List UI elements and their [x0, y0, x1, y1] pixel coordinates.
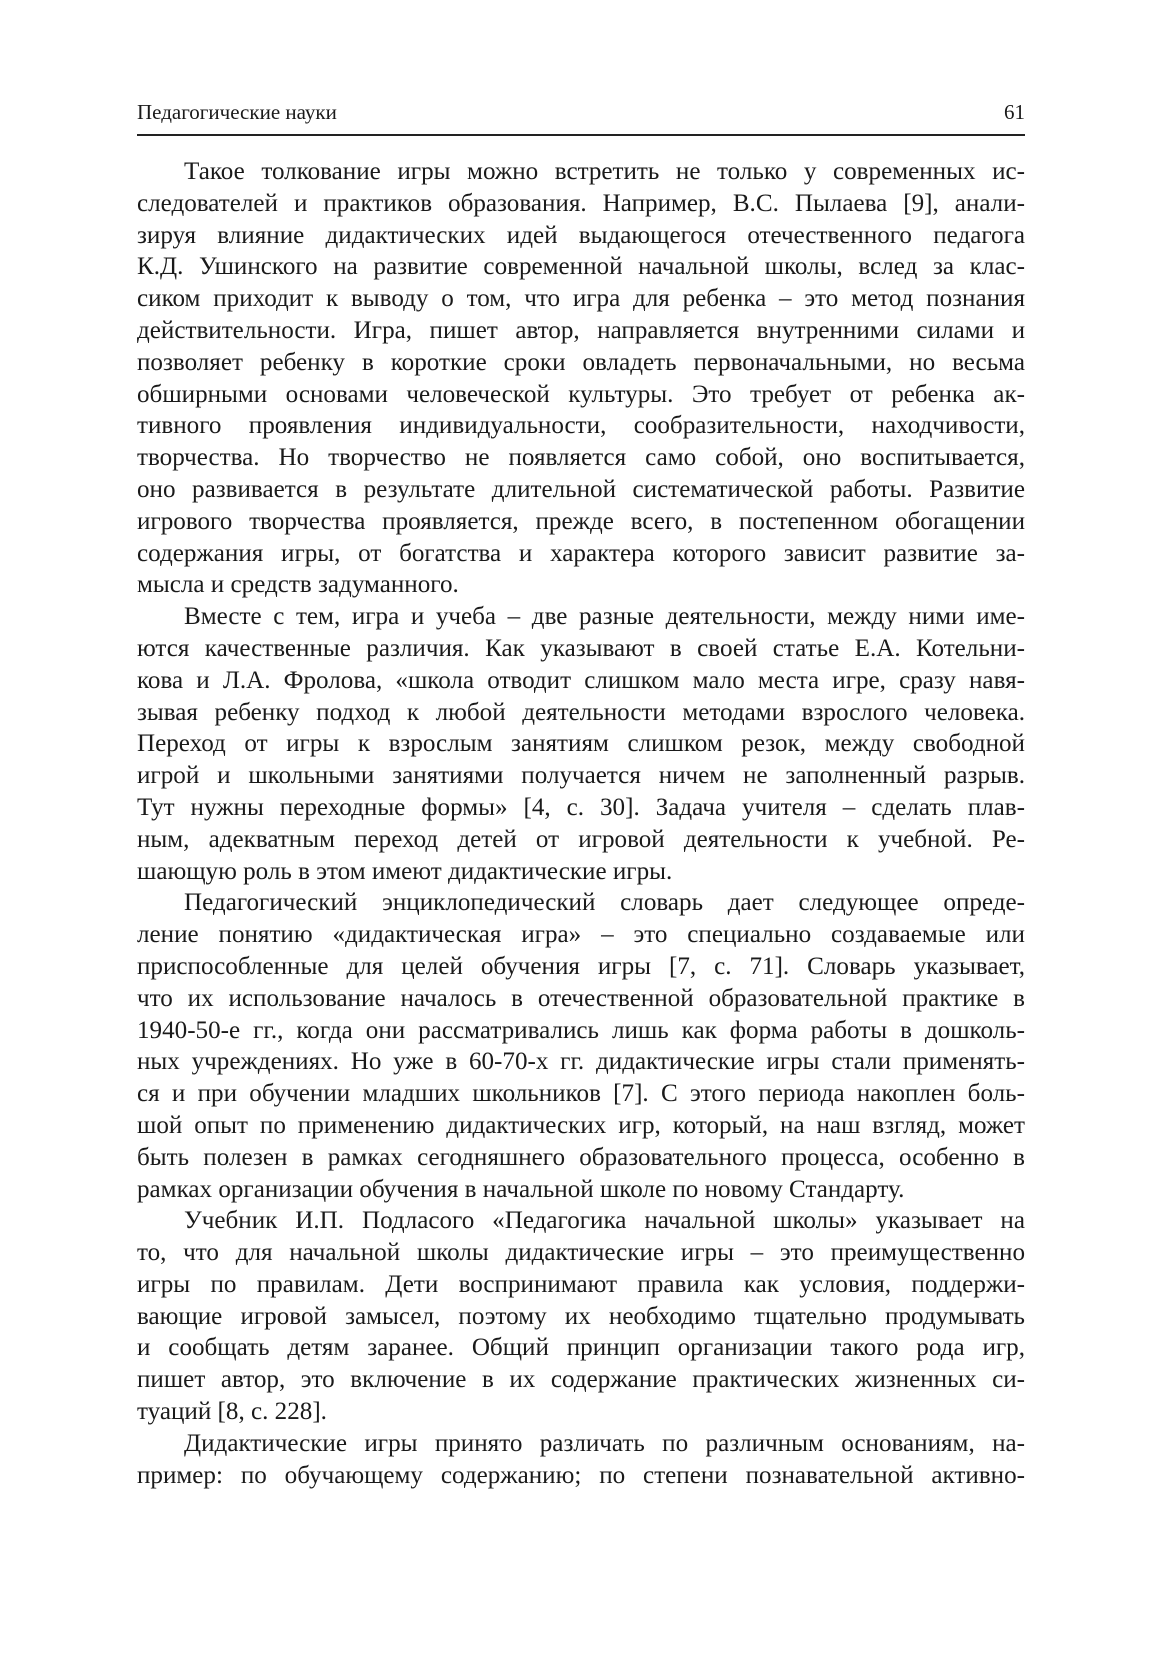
text-line: вающие игровой замысел, поэтому их необходимо тщательно продумывать [137, 1302, 1025, 1330]
text-line: ются качественные различия. Как указывают в своей статье Е.А. Котельни- [137, 634, 1025, 662]
text-line: оно развивается в результате длительной систематической работы. Развитие [137, 475, 1025, 503]
text-line: игрой и школьными занятиями получается ничем не заполненный разрыв. [137, 762, 1025, 790]
text-line: Учебник И.П. Подласого «Педагогика начальной школы» указывает на [184, 1207, 1025, 1235]
running-header [137, 100, 1025, 136]
text-line: пишет автор, это включение в их содержание практических жизненных си- [137, 1366, 1025, 1394]
text-line: игрового творчества проявляется, прежде всего, в постепенном обогащении [137, 507, 1025, 535]
text-line: кова и Л.А. Фролова, «школа отводит слишком мало места игре, сразу навя- [137, 666, 1025, 694]
text-line: содержания игры, от богатства и характера которого зависит развитие за- [137, 539, 1025, 567]
text-line: Педагогический энциклопедический словарь дает следующее опреде- [184, 889, 1025, 917]
text-line: мысла и средств задуманного. [137, 571, 459, 599]
text-line: Переход от игры к взрослым занятиям слишком резок, между свободной [137, 730, 1025, 758]
page-number: 61 [1004, 100, 1025, 124]
text-line: ных учреждениях. Но уже в 60-70-х гг. дидактические игры стали применять- [137, 1048, 1025, 1076]
text-line: что их использование началось в отечественной образовательной практике в [137, 984, 1025, 1012]
text-line: Такое толкование игры можно встретить не только у современных ис- [184, 158, 1025, 185]
text-line: Дидактические игры принято различать по различным основаниям, на- [184, 1429, 1025, 1457]
paragraph [137, 601, 1025, 887]
text-line: шающую роль в этом имеют дидактические игры. [137, 857, 673, 885]
text-line: игры по правилам. Дети воспринимают правила как условия, поддержи- [137, 1270, 1025, 1298]
text-line: позволяет ребенку в короткие сроки овладеть первоначальными, но весьма [137, 348, 1025, 376]
text-line: обширными основами человеческой культуры. Это требует от ребенка ак- [137, 380, 1025, 408]
text-line: зывая ребенку подход к любой деятельности методами взрослого человека. [137, 698, 1025, 726]
text-line: тивного проявления индивидуальности, сообразительности, находчивости, [137, 412, 1025, 440]
text-line: творчества. Но творчество не появляется само собой, оно воспитывается, [137, 444, 1025, 472]
article-body [137, 156, 1025, 1491]
text-line: то, что для начальной школы дидактические игры – это преимущественно [137, 1239, 1025, 1267]
paragraph [137, 1205, 1025, 1428]
text-line: туаций [8, с. 228]. [137, 1398, 327, 1426]
text-line: и сообщать детям заранее. Общий принцип организации такого рода игр, [137, 1334, 1025, 1362]
text-line: ление понятию «дидактическая игра» – это специально создаваемые или [137, 921, 1025, 949]
text-line: 1940-50-е гг., когда они рассматривались лишь как форма работы в дошколь- [137, 1016, 1025, 1044]
paragraph [137, 887, 1025, 1205]
text-line: рамках организации обучения в начальной школе по новому Стандарту. [137, 1175, 905, 1203]
text-line: зируя влияние дидактических идей выдающегося отечественного педагога [137, 221, 1025, 249]
text-line: Вместе с тем, игра и учеба – две разные деятельности, между ними име- [184, 603, 1025, 631]
text-line: сиком приходит к выводу о том, что игра для ребенка – это метод познания [137, 285, 1025, 313]
paragraph [137, 156, 1025, 601]
text-line: К.Д. Ушинского на развитие современной начальной школы, вслед за клас- [137, 253, 1025, 281]
text-line: пример: по обучающему содержанию; по степени познавательной активно- [137, 1461, 1025, 1489]
paragraph [137, 1428, 1025, 1492]
text-line: Тут нужны переходные формы» [4, с. 30]. Задача учителя – сделать плав- [137, 793, 1025, 821]
text-line: ным, адекватным переход детей от игровой деятельности к учебной. Ре- [137, 825, 1025, 853]
text-line: быть полезен в рамках сегодняшнего образовательного процесса, особенно в [137, 1143, 1025, 1171]
text-line: действительности. Игра, пишет автор, направляется внутренними силами и [137, 316, 1025, 344]
text-line: приспособленные для целей обучения игры [7, с. 71]. Словарь указывает, [137, 952, 1025, 980]
text-line: ся и при обучении младших школьников [7]. С этого периода накоплен боль- [137, 1080, 1025, 1108]
text-line: следователей и практиков образования. Например, В.С. Пылаева [9], анали- [137, 189, 1025, 217]
section-title: Педагогические науки [137, 100, 337, 124]
text-line: шой опыт по применению дидактических игр, который, на наш взгляд, может [137, 1111, 1025, 1139]
